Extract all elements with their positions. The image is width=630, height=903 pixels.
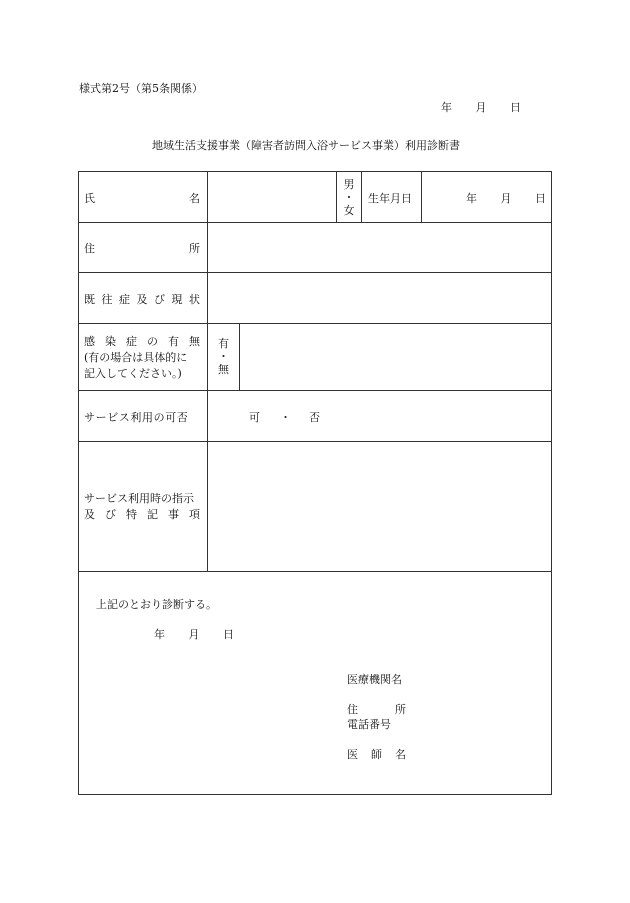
doctor-name-label: 医 師 名 <box>347 748 406 761</box>
infection-label-line1: 感 染 症 の 有 無 <box>84 335 200 348</box>
table-border-top <box>78 171 552 172</box>
row-divider <box>78 441 552 442</box>
address-field[interactable] <box>209 224 550 271</box>
service-separator: ・ <box>280 411 291 424</box>
institution-name-label: 医療機関名 <box>347 673 402 686</box>
header-date-year: 年 <box>441 101 452 114</box>
address-label: 住 所 <box>84 242 200 255</box>
certification-statement: 上記のとおり診断する。 <box>96 598 217 611</box>
infection-option-divider <box>239 323 240 390</box>
infection-options[interactable]: 有 ・ 無 <box>218 337 229 376</box>
header-date <box>441 99 521 115</box>
header-date-month: 月 <box>475 101 487 114</box>
birthdate-label: 生年月日 <box>368 192 412 205</box>
medical-history-field[interactable] <box>209 274 550 322</box>
birthdate-value-divider <box>421 171 422 222</box>
document-title: 地域生活支援事業（障害者訪問入浴サービス事業）利用診断書 <box>152 139 460 152</box>
birthdate-label-divider <box>361 171 362 222</box>
instructions-label-line1: サービス利用時の指示 <box>84 492 194 505</box>
service-no-option[interactable]: 否 <box>309 411 320 424</box>
infection-label-line2: (有の場合は具体的に <box>84 351 188 364</box>
row-divider <box>78 222 552 223</box>
header-date-day: 日 <box>510 101 521 114</box>
certification-date[interactable]: 年 月 日 <box>154 628 234 641</box>
phone-number-label: 電話番号 <box>347 718 391 731</box>
table-border-bottom <box>78 794 552 795</box>
service-availability-label: サービス利用の可否 <box>84 411 189 424</box>
birthdate-field[interactable]: 年 月 日 <box>466 192 546 205</box>
service-yes-option[interactable]: 可 <box>249 411 260 424</box>
infection-details-field[interactable] <box>241 325 550 389</box>
row-divider <box>78 323 552 324</box>
name-field[interactable] <box>209 173 335 221</box>
name-label: 氏 名 <box>84 192 200 205</box>
infection-label-line3: 記入してください。) <box>84 367 182 380</box>
institution-address-label: 住 所 <box>347 703 406 716</box>
row-divider <box>78 272 552 273</box>
row-divider <box>78 571 552 572</box>
table-border-right <box>551 171 552 795</box>
instructions-field[interactable] <box>209 443 550 570</box>
instructions-label-line2: 及 び 特 記 事 項 <box>84 508 200 521</box>
row-divider <box>78 390 552 391</box>
table-border-left <box>78 171 79 795</box>
sex-options[interactable]: 男 ・ 女 <box>343 178 355 217</box>
form-number-label: 様式第2号（第5条関係） <box>79 82 203 95</box>
medical-history-label: 既 往 症 及 び 現 状 <box>84 293 200 306</box>
